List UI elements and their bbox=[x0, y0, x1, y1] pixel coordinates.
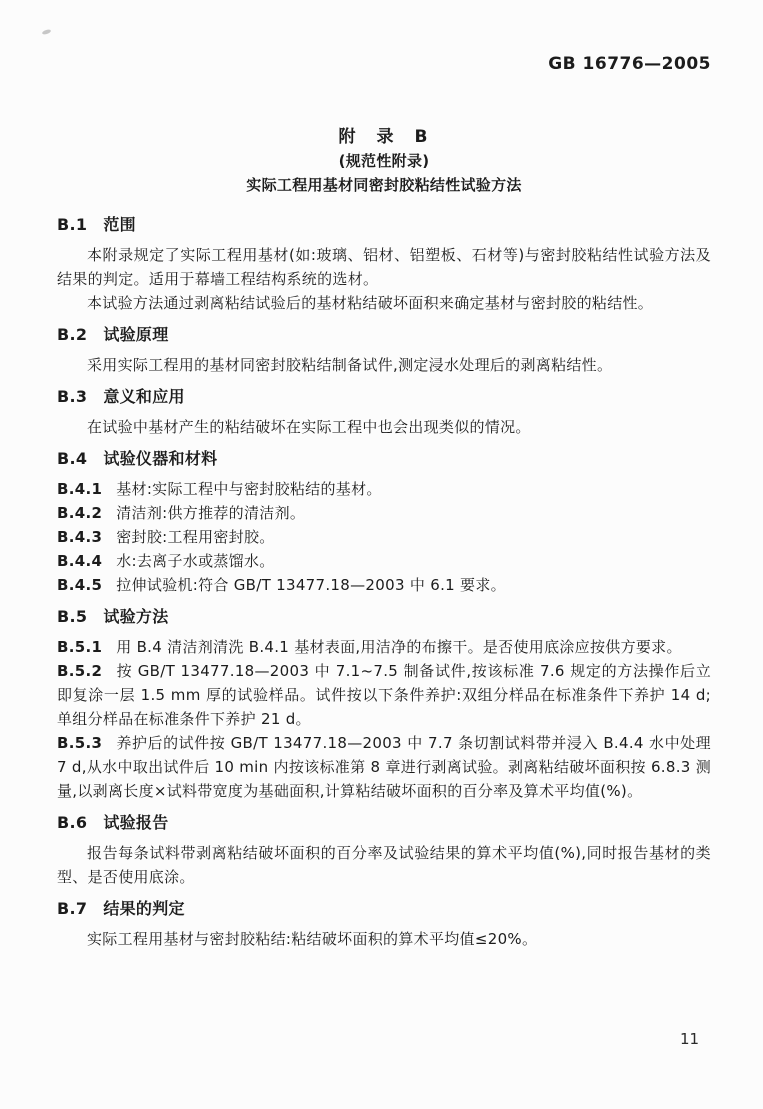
section-b3 bbox=[57, 385, 711, 439]
appendix-content bbox=[57, 125, 711, 951]
section-b5 bbox=[57, 605, 711, 803]
clause-number: B.4.3 bbox=[57, 528, 103, 546]
section-b2 bbox=[57, 323, 711, 377]
section-heading-text: 范围 bbox=[103, 215, 136, 234]
section-number: B.1 bbox=[57, 215, 88, 234]
paragraph: 实际工程用基材与密封胶粘结:粘结破坏面积的算术平均值≤20%。 bbox=[87, 930, 538, 948]
paragraph: 报告每条试料带剥离粘结破坏面积的百分率及试验结果的算术平均值(%),同时报告基材的类型、是否使用底涂。 bbox=[57, 844, 711, 886]
clause-text: 基材:实际工程中与密封胶粘结的基材。 bbox=[116, 480, 382, 498]
appendix-name: 实际工程用基材同密封胶粘结性试验方法 bbox=[246, 176, 522, 194]
section-heading bbox=[57, 605, 711, 629]
section-number: B.7 bbox=[57, 899, 88, 918]
section-b7 bbox=[57, 897, 711, 951]
clause-text: 清洁剂:供方推荐的清洁剂。 bbox=[116, 504, 306, 522]
appendix-title: 附 录 B bbox=[338, 127, 430, 147]
section-heading-text: 试验报告 bbox=[103, 813, 169, 832]
section-heading-text: 意义和应用 bbox=[103, 387, 185, 406]
section-number: B.3 bbox=[57, 387, 88, 406]
section-heading-text: 试验方法 bbox=[103, 607, 169, 626]
section-heading-text: 结果的判定 bbox=[103, 899, 185, 918]
clause-number: B.5.3 bbox=[57, 734, 103, 752]
section-number: B.5 bbox=[57, 607, 88, 626]
section-number: B.2 bbox=[57, 325, 88, 344]
clause-item bbox=[57, 659, 711, 731]
clause-number: B.5.1 bbox=[57, 638, 103, 656]
clause-item bbox=[57, 731, 711, 803]
section-heading-text: 试验仪器和材料 bbox=[103, 449, 218, 468]
section-heading bbox=[57, 213, 711, 237]
clause-number: B.5.2 bbox=[57, 662, 103, 680]
section-b6 bbox=[57, 811, 711, 889]
paragraph: 本附录规定了实际工程用基材(如:玻璃、铝材、铝塑板、石材等)与密封胶粘结性试验方法及结果的判定。适用于幕墙工程结构系统的选材。 bbox=[57, 246, 711, 288]
standard-code: GB 16776—2005 bbox=[548, 54, 711, 74]
clause-item bbox=[57, 477, 711, 501]
clause-text: 按 GB/T 13477.18—2003 中 7.1~7.5 制备试件,按该标准 7.6 规定的方法操作后立即复涂一层 1.5 mm 厚的试验样品。试件按以下条件养护:双组分样品在标准条件下养护 14 d;单组分样品在标准条件下养护 21 d。 bbox=[57, 662, 711, 728]
clause-text: 拉伸试验机:符合 GB/T 13477.18—2003 中 6.1 要求。 bbox=[116, 576, 506, 594]
clause-item bbox=[57, 501, 711, 525]
scan-artifact bbox=[42, 29, 52, 36]
clause-number: B.4.2 bbox=[57, 504, 103, 522]
clause-text: 养护后的试件按 GB/T 13477.18—2003 中 7.7 条切割试料带并浸入 B.4.4 水中处理 7 d,从水中取出试件后 10 min 内按该标准第 8 章进行剥离试验。剥离粘结破坏面积按 6.8.3 测量,以剥离长度×试料带宽度为基础面积,计算粘结破坏面积的百分率及算术平均值(%)。 bbox=[57, 734, 711, 800]
clause-text: 水:去离子水或蒸馏水。 bbox=[116, 552, 275, 570]
section-b1 bbox=[57, 213, 711, 315]
clause-text: 用 B.4 清洁剂清洗 B.4.1 基材表面,用洁净的布擦干。是否使用底涂应按供方要求。 bbox=[116, 638, 682, 656]
clause-number: B.4.4 bbox=[57, 552, 103, 570]
section-heading bbox=[57, 447, 711, 471]
section-number: B.6 bbox=[57, 813, 88, 832]
section-heading bbox=[57, 385, 711, 409]
clause-item bbox=[57, 525, 711, 549]
clause-item bbox=[57, 549, 711, 573]
section-heading-text: 试验原理 bbox=[103, 325, 169, 344]
section-heading bbox=[57, 811, 711, 835]
appendix-normative-note: (规范性附录) bbox=[338, 152, 430, 170]
page-number: 11 bbox=[680, 1030, 700, 1048]
clause-item bbox=[57, 635, 711, 659]
section-number: B.4 bbox=[57, 449, 88, 468]
section-heading bbox=[57, 323, 711, 347]
clause-number: B.4.5 bbox=[57, 576, 103, 594]
clause-text: 密封胶:工程用密封胶。 bbox=[116, 528, 275, 546]
paragraph: 采用实际工程用的基材同密封胶粘结制备试件,测定浸水处理后的剥离粘结性。 bbox=[87, 356, 613, 374]
section-b4 bbox=[57, 447, 711, 597]
paragraph: 本试验方法通过剥离粘结试验后的基材粘结破坏面积来确定基材与密封胶的粘结性。 bbox=[87, 294, 654, 312]
clause-item bbox=[57, 573, 711, 597]
section-heading bbox=[57, 897, 711, 921]
paragraph: 在试验中基材产生的粘结破坏在实际工程中也会出现类似的情况。 bbox=[87, 418, 531, 436]
clause-number: B.4.1 bbox=[57, 480, 103, 498]
